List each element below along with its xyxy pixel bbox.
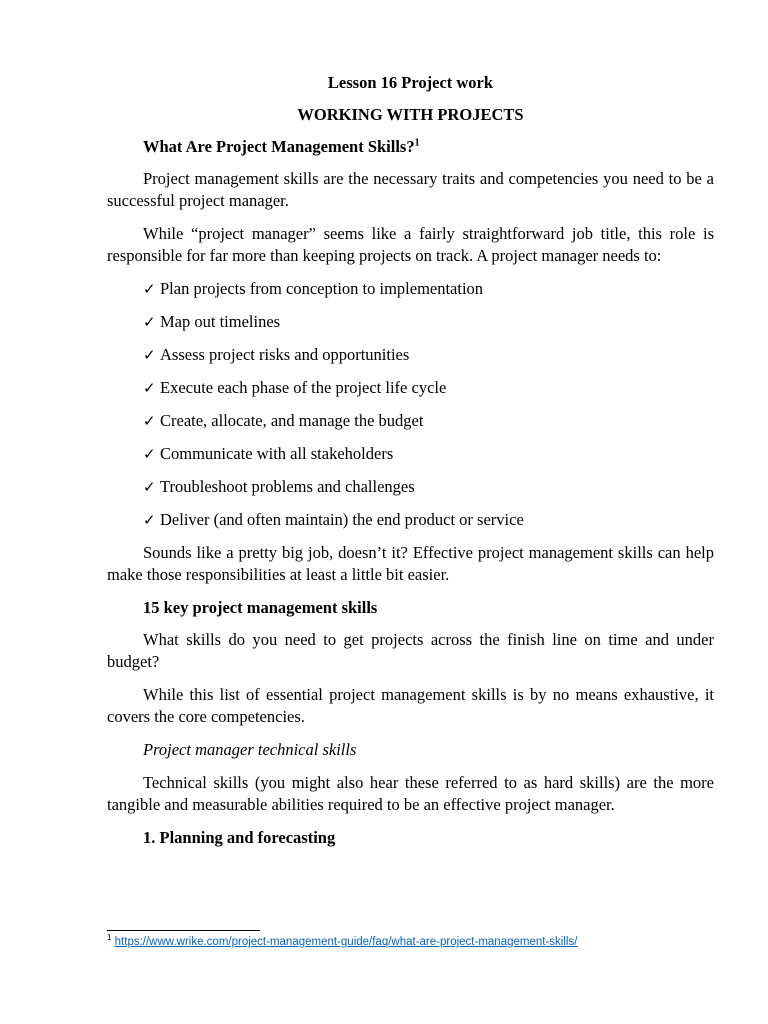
heading-project-management-skills — [107, 136, 714, 158]
heading-planning-forecasting: 1. Planning and forecasting — [143, 828, 336, 847]
paragraph-role: While “project manager” seems like a fairly straightforward job title, this role is responsible for far more than keeping projects on track. A project manager needs to: — [107, 224, 714, 265]
lesson-title: Lesson 16 Project work — [327, 73, 494, 92]
heading-key-skills: 15 key project management skills — [143, 598, 378, 617]
responsibilities-checklist — [107, 278, 714, 531]
checklist-item — [107, 476, 714, 498]
checklist-item-text: Execute each phase of the project life cycle — [160, 378, 447, 397]
checkmark-icon: ✓ — [143, 346, 156, 364]
footnote — [107, 934, 577, 950]
checklist-item — [107, 377, 714, 399]
checkmark-icon: ✓ — [143, 313, 156, 331]
checklist-item-text: Plan projects from conception to implementation — [160, 279, 484, 298]
checklist-item — [107, 278, 714, 300]
checkmark-icon: ✓ — [143, 445, 156, 463]
checkmark-icon: ✓ — [143, 280, 156, 298]
checklist-item-text: Map out timelines — [160, 312, 281, 331]
checklist-item-text: Create, allocate, and manage the budget — [160, 411, 424, 430]
paragraph-definition: Project management skills are the necessary traits and competencies you need to be a successful project manager. — [107, 169, 714, 210]
checklist-item — [107, 509, 714, 531]
footnote-link[interactable]: https://www.wrike.com/project-management-guide/faq/what-are-project-management-skills/ — [114, 936, 578, 948]
checklist-item-text: Assess project risks and opportunities — [160, 345, 410, 364]
footnote-reference[interactable]: 1 — [414, 137, 420, 149]
paragraph-list-scope: While this list of essential project management skills is by no means exhaustive, it covers the core competencies. — [107, 685, 714, 726]
checklist-item — [107, 311, 714, 333]
paragraph-skills-question: What skills do you need to get projects across the finish line on time and under budget? — [107, 630, 714, 671]
checklist-item-text: Communicate with all stakeholders — [160, 444, 394, 463]
heading-text: What Are Project Management Skills? — [143, 137, 415, 156]
section-title: WORKING WITH PROJECTS — [297, 105, 524, 124]
document-page — [107, 72, 714, 859]
checkmark-icon: ✓ — [143, 478, 156, 496]
paragraph-big-job: Sounds like a pretty big job, doesn’t it? Effective project management skills can help make those responsibilities at least a little bit easier. — [107, 543, 714, 584]
paragraph-technical-skills: Technical skills (you might also hear these referred to as hard skills) are the more tangible and measurable abilities required to be an effective project manager. — [107, 773, 714, 814]
checklist-item — [107, 410, 714, 432]
checklist-item — [107, 443, 714, 465]
footnote-separator — [107, 930, 260, 931]
checkmark-icon: ✓ — [143, 412, 156, 430]
footnote-number: 1 — [107, 933, 112, 943]
checkmark-icon: ✓ — [143, 379, 156, 397]
checklist-item-text: Troubleshoot problems and challenges — [160, 477, 415, 496]
checklist-item-text: Deliver (and often maintain) the end product or service — [160, 510, 524, 529]
checkmark-icon: ✓ — [143, 511, 156, 529]
checklist-item — [107, 344, 714, 366]
subheading-technical-skills: Project manager technical skills — [143, 740, 357, 759]
